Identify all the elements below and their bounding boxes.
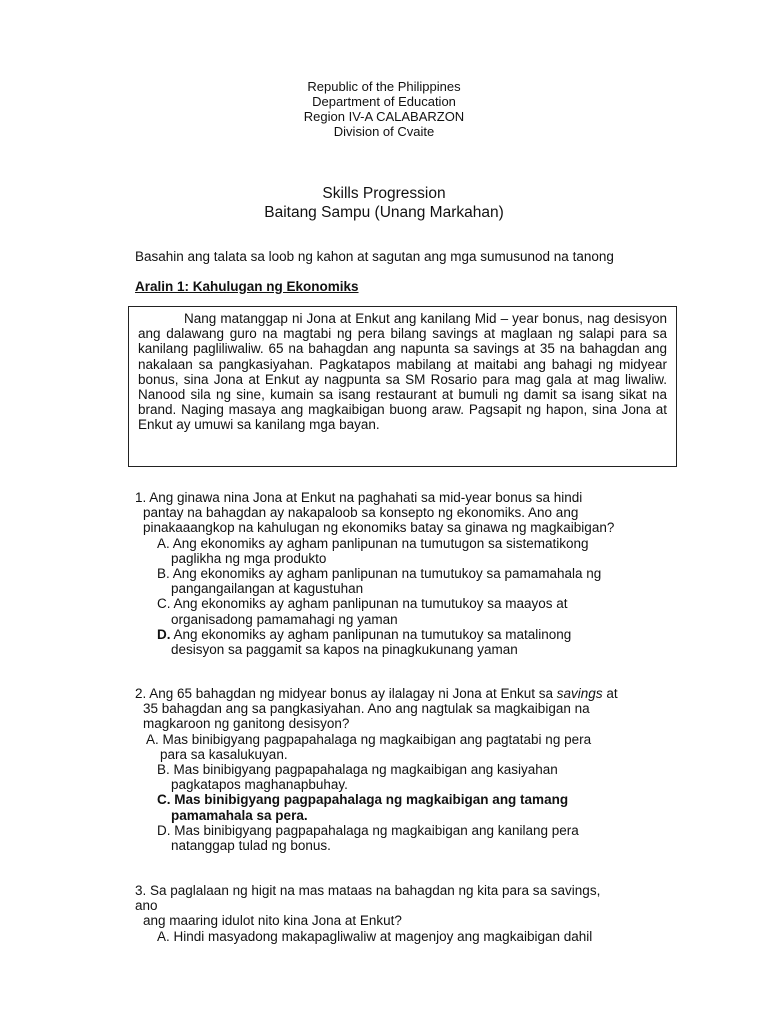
question-2-option-a[interactable] [135,732,695,762]
question-1-stem-line: 1. Ang ginawa nina Jona at Enkut na paghahati sa mid-year bonus sa hindi [135,490,583,505]
option-text: A. Ang ekonomiks ay agham panlipunan na tumutugon sa sistematikong [157,535,589,551]
passage-text [138,311,667,433]
instruction-text: Basahin ang talata sa loob ng kahon at sagutan ang mga sumusunod na tanong [135,249,614,264]
passage-box [128,306,677,467]
title-skills-progression: Skills Progression [322,185,446,202]
option-text: C. Mas binibigyang pagpapahalaga ng magkaibigan ang tamang [157,792,569,808]
option-text: natanggap tulad ng bonus. [171,838,331,854]
option-text: organisadong pamamahagi ng yaman [171,611,398,627]
question-2-stem-line: at [602,686,618,701]
option-text: C. Ang ekonomiks ay agham panlipunan na tumutukoy sa maayos at [157,596,568,612]
option-text: B. Ang ekonomiks ay agham panlipunan na tumutukoy sa pamamahala ng [157,566,602,582]
question-1-stem-line: pinakaaangkop na kahulugan ng ekonomiks batay sa ginawa ng magkaibigan? [143,520,615,536]
option-text: A. Hindi masyadong makapagliwaliw at magenjoy ang magkaibigan dahil [157,928,593,944]
question-2-option-b[interactable] [135,762,695,792]
question-3-stem-line: 3. Sa paglalaan ng higit na mas mataas na bahagdan ng kita para sa savings, [135,883,601,898]
question-2 [135,686,695,853]
question-1-stem-line: pantay na bahagdan ay nakapaloob sa konsepto ng ekonomiks. Ano ang [143,505,579,521]
passage-body: Nang matanggap ni Jona at Enkut ang kanilang Mid – year bonus, nag desisyon ang dalawang guro na magtabi ng pera bilang savings at maglaan ng salapi para sa kanilang pagliliwaliw. 65 na bahagdan ang napunta sa savings at 35 na bahagdan ang nakalaan sa pangkasiyahan. Pagkatapos mabilang at maitabi ang bahagi ng midyear bonus, sina Jona at Enkut ay nagpunta sa SM Rosario para mag gala at mag liwaliw. Nanood sila ng sine, kumain sa isang restaurant at bumuli ng damit sa isang sikat na brand. Naging masaya ang magkaibigan buong araw. Pagsapit ng hapon, sina Jona at Enkut ay umuwi sa kanilang mga bayan. [138,311,667,433]
option-text: D. Mas binibigyang pagpapahalaga ng magkaibigan ang kanilang pera [157,822,579,838]
option-letter: D. [157,626,171,642]
question-3-stem-line: ano [135,898,158,914]
option-text: Ang ekonomiks ay agham panlipunan na tumutukoy sa matalinong [170,626,572,642]
document-header [0,79,768,139]
question-1-option-d[interactable] [135,627,695,657]
option-text: pamamahala sa pera. [171,807,308,823]
option-text: para sa kasalukuyan. [160,746,288,762]
header-republic: Republic of the Philippines [307,79,461,94]
question-1-option-a[interactable] [135,536,695,566]
header-division: Division of Cvaite [333,124,435,139]
question-3-stem [135,883,695,929]
header-department: Department of Education [312,94,456,109]
title-grade-quarter: Baitang Sampu (Unang Markahan) [264,204,504,221]
question-3-stem-line: ang maaring idulot nito kina Jona at Enkut? [143,913,402,929]
header-region: Region IV-A CALABARZON [303,109,465,124]
question-3-option-a[interactable] [135,929,695,944]
question-1 [135,490,695,657]
question-2-stem-line: magkaroon ng ganitong desisyon? [143,716,350,732]
option-text: A. Mas binibigyang pagpapahalaga ng magkaibigan ang pagtatabi ng pera [146,731,592,747]
document-title [0,184,768,222]
question-2-stem-line: 2. Ang 65 bahagdan ng midyear bonus ay ilalagay ni Jona at Enkut sa [135,686,557,701]
option-text: pangangailangan at kagustuhan [171,581,364,597]
question-2-option-d[interactable] [135,823,695,853]
question-2-option-c[interactable] [135,792,695,822]
option-text: B. Mas binibigyang pagpapahalaga ng magkaibigan ang kasiyahan [157,762,558,778]
option-text: desisyon sa paggamit sa kapos na pinagkukunang yaman [171,642,518,658]
lesson-heading: Aralin 1: Kahulugan ng Ekonomiks [135,279,359,294]
option-text: pagkatapos maghanapbuhay. [171,777,348,793]
question-2-stem-line: 35 bahagdan ang sa pangkasiyahan. Ano ang nagtulak sa magkaibigan na [143,701,590,717]
question-3 [135,883,695,944]
savings-emphasis: savings [556,686,603,701]
question-1-stem [135,490,695,536]
question-1-option-b[interactable] [135,566,695,596]
question-1-option-c[interactable] [135,596,695,626]
option-text: paglikha ng mga produkto [171,550,327,566]
question-2-stem [135,686,695,732]
